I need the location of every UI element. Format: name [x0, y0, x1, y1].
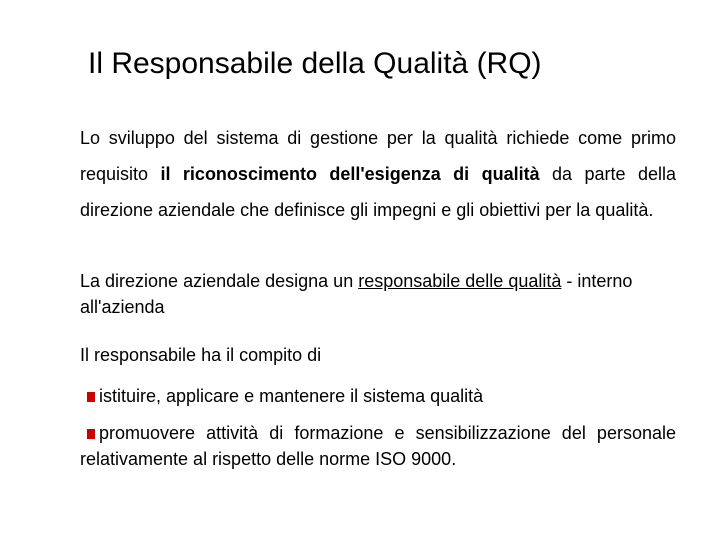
square-bullet-icon	[87, 429, 95, 439]
duty-bullet-text: promuovere attività di formazione e sensibilizzazione del personale relativamente al rispetto delle norme ISO 9000.	[80, 423, 676, 469]
duty-bullet-item	[80, 420, 676, 472]
designation-underlined-text: responsabile delle qualità	[358, 271, 562, 291]
designation-paragraph	[80, 268, 680, 320]
intro-paragraph	[80, 120, 676, 228]
square-bullet-icon	[87, 392, 95, 402]
designation-text-1: La direzione aziendale designa un	[80, 271, 359, 291]
duties-heading: Il responsabile ha il compito di	[80, 345, 322, 365]
designation-text-2: - interno all'azienda	[80, 271, 633, 317]
intro-text-2: da parte della direzione aziendale che definisce gli impegni e gli obiettivi per la qualità.	[80, 164, 676, 220]
intro-bold-text: il riconoscimento dell'esigenza di qualità	[160, 164, 540, 184]
intro-text-1: Lo sviluppo del sistema di gestione per la qualità richiede come primo requisito	[80, 128, 676, 184]
duty-bullet-item	[80, 383, 676, 409]
slide-title: Il Responsabile della Qualità (RQ)	[88, 47, 542, 80]
duty-bullet-text: istituire, applicare e mantenere il sistema qualità	[99, 386, 484, 406]
